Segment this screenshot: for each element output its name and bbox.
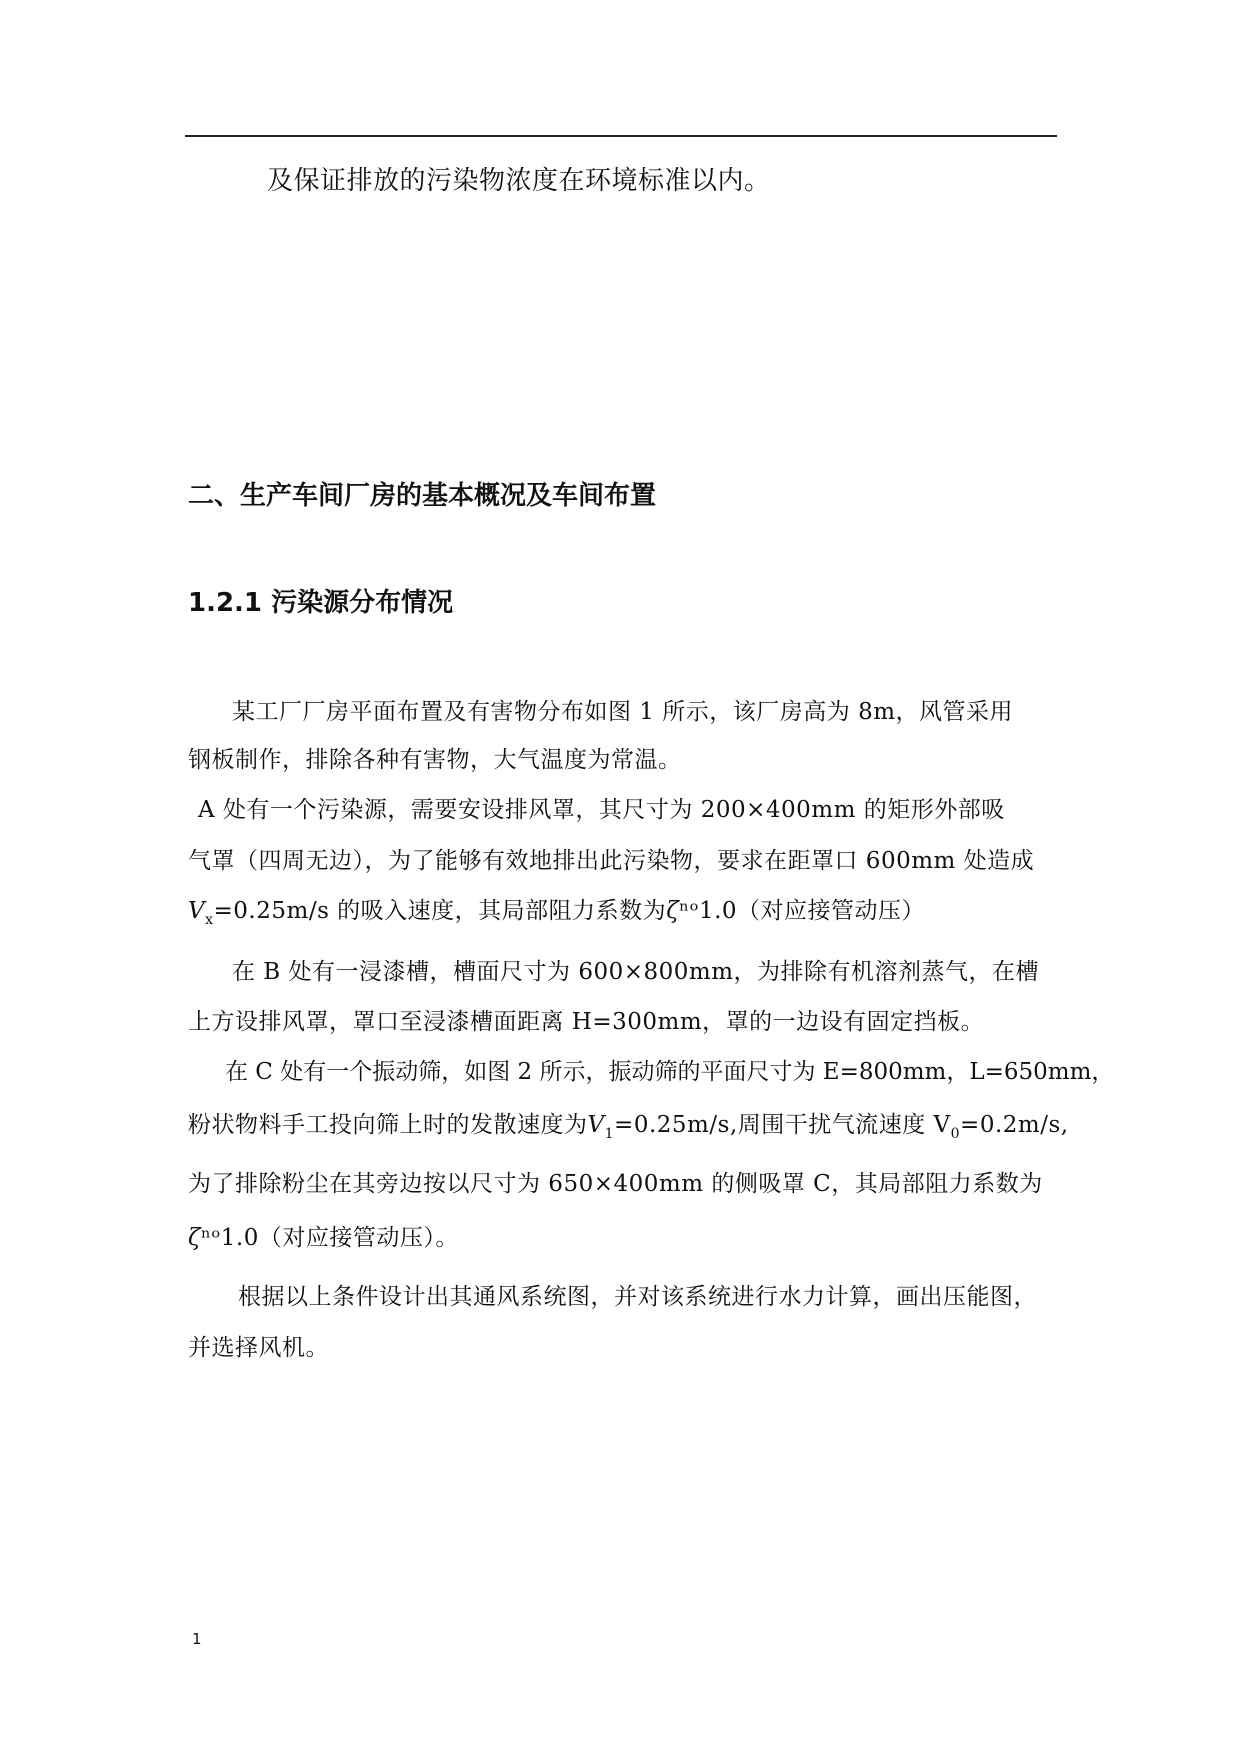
dispersion-text: 粉状物料手工投向筛上时的发散速度为 [188,1112,588,1138]
paragraph-1-line-1: 某工厂厂房平面布置及有害物分布如图 1 所示，该厂房高为 8m，风管采用 [232,699,1014,725]
zeta-symbol: ζ [666,898,680,924]
dispersion-subscript: 1 [604,1126,615,1142]
section-title: 二、生产车间厂房的基本概况及车间布置 [188,481,657,511]
dispersion-variable: V [587,1112,605,1138]
resistance-coefficient-2: ⁿᵒ1.0（对应接管动压）。 [200,1225,459,1251]
paragraph-2-line-3 [188,896,925,926]
paragraph-3-line-2: 上方设排风罩，罩口至浸漆槽面距离 H=300mm，罩的一边设有固定挡板。 [188,1009,985,1035]
zeta-symbol-2: ζ [188,1225,201,1251]
subsection-title: 1.2.1 污染源分布情况 [188,588,454,618]
interference-subscript: 0 [950,1126,961,1142]
paragraph-3-line-1: 在 B 处有一浸漆槽，槽面尺寸为 600×800mm，为排除有机溶剂蒸气，在槽 [232,959,1040,985]
paragraph-5-line-1: 根据以上条件设计出其通风系统图，并对该系统进行水力计算，画出压能图， [238,1284,1037,1310]
paragraph-4-line-4 [188,1223,459,1253]
velocity-subscript: x [205,912,214,928]
paragraph-2-line-1: A 处有一个污染源，需要安设排风罩，其尺寸为 200×400mm 的矩形外部吸 [198,797,1005,823]
velocity-variable: V [188,898,206,924]
velocity-text: =0.25m/s 的吸入速度，其局部阻力系数为 [213,898,667,924]
paragraph-5-line-2: 并选择风机。 [188,1335,329,1361]
paragraph-2-line-2: 气罩（四周无边），为了能够有效地排出此污染物，要求在距罩口 600mm 处造成 [188,848,1035,874]
paragraph-4-line-3: 为了排除粉尘在其旁边按以尺寸为 650×400mm 的侧吸罩 C，其局部阻力系数为 [188,1171,1043,1197]
paragraph-4-line-1: 在 C 处有一个振动筛，如图 2 所示，振动筛的平面尺寸为 E=800mm，L=650mm， [225,1059,1115,1085]
interference-text: =0.25m/s,周围干扰气流速度 V [614,1112,951,1138]
paragraph-1-line-2: 钢板制作，排除各种有害物，大气温度为常温。 [188,747,682,773]
page-number: 1 [192,1630,202,1648]
interference-value: =0.2m/s, [960,1112,1069,1138]
intro-line: 及保证排放的污染物浓度在环境标准以内。 [267,166,771,196]
header-rule [185,135,1057,137]
paragraph-4-line-2 [188,1110,1069,1140]
resistance-coefficient: ⁿᵒ1.0（对应接管动压） [679,898,926,924]
